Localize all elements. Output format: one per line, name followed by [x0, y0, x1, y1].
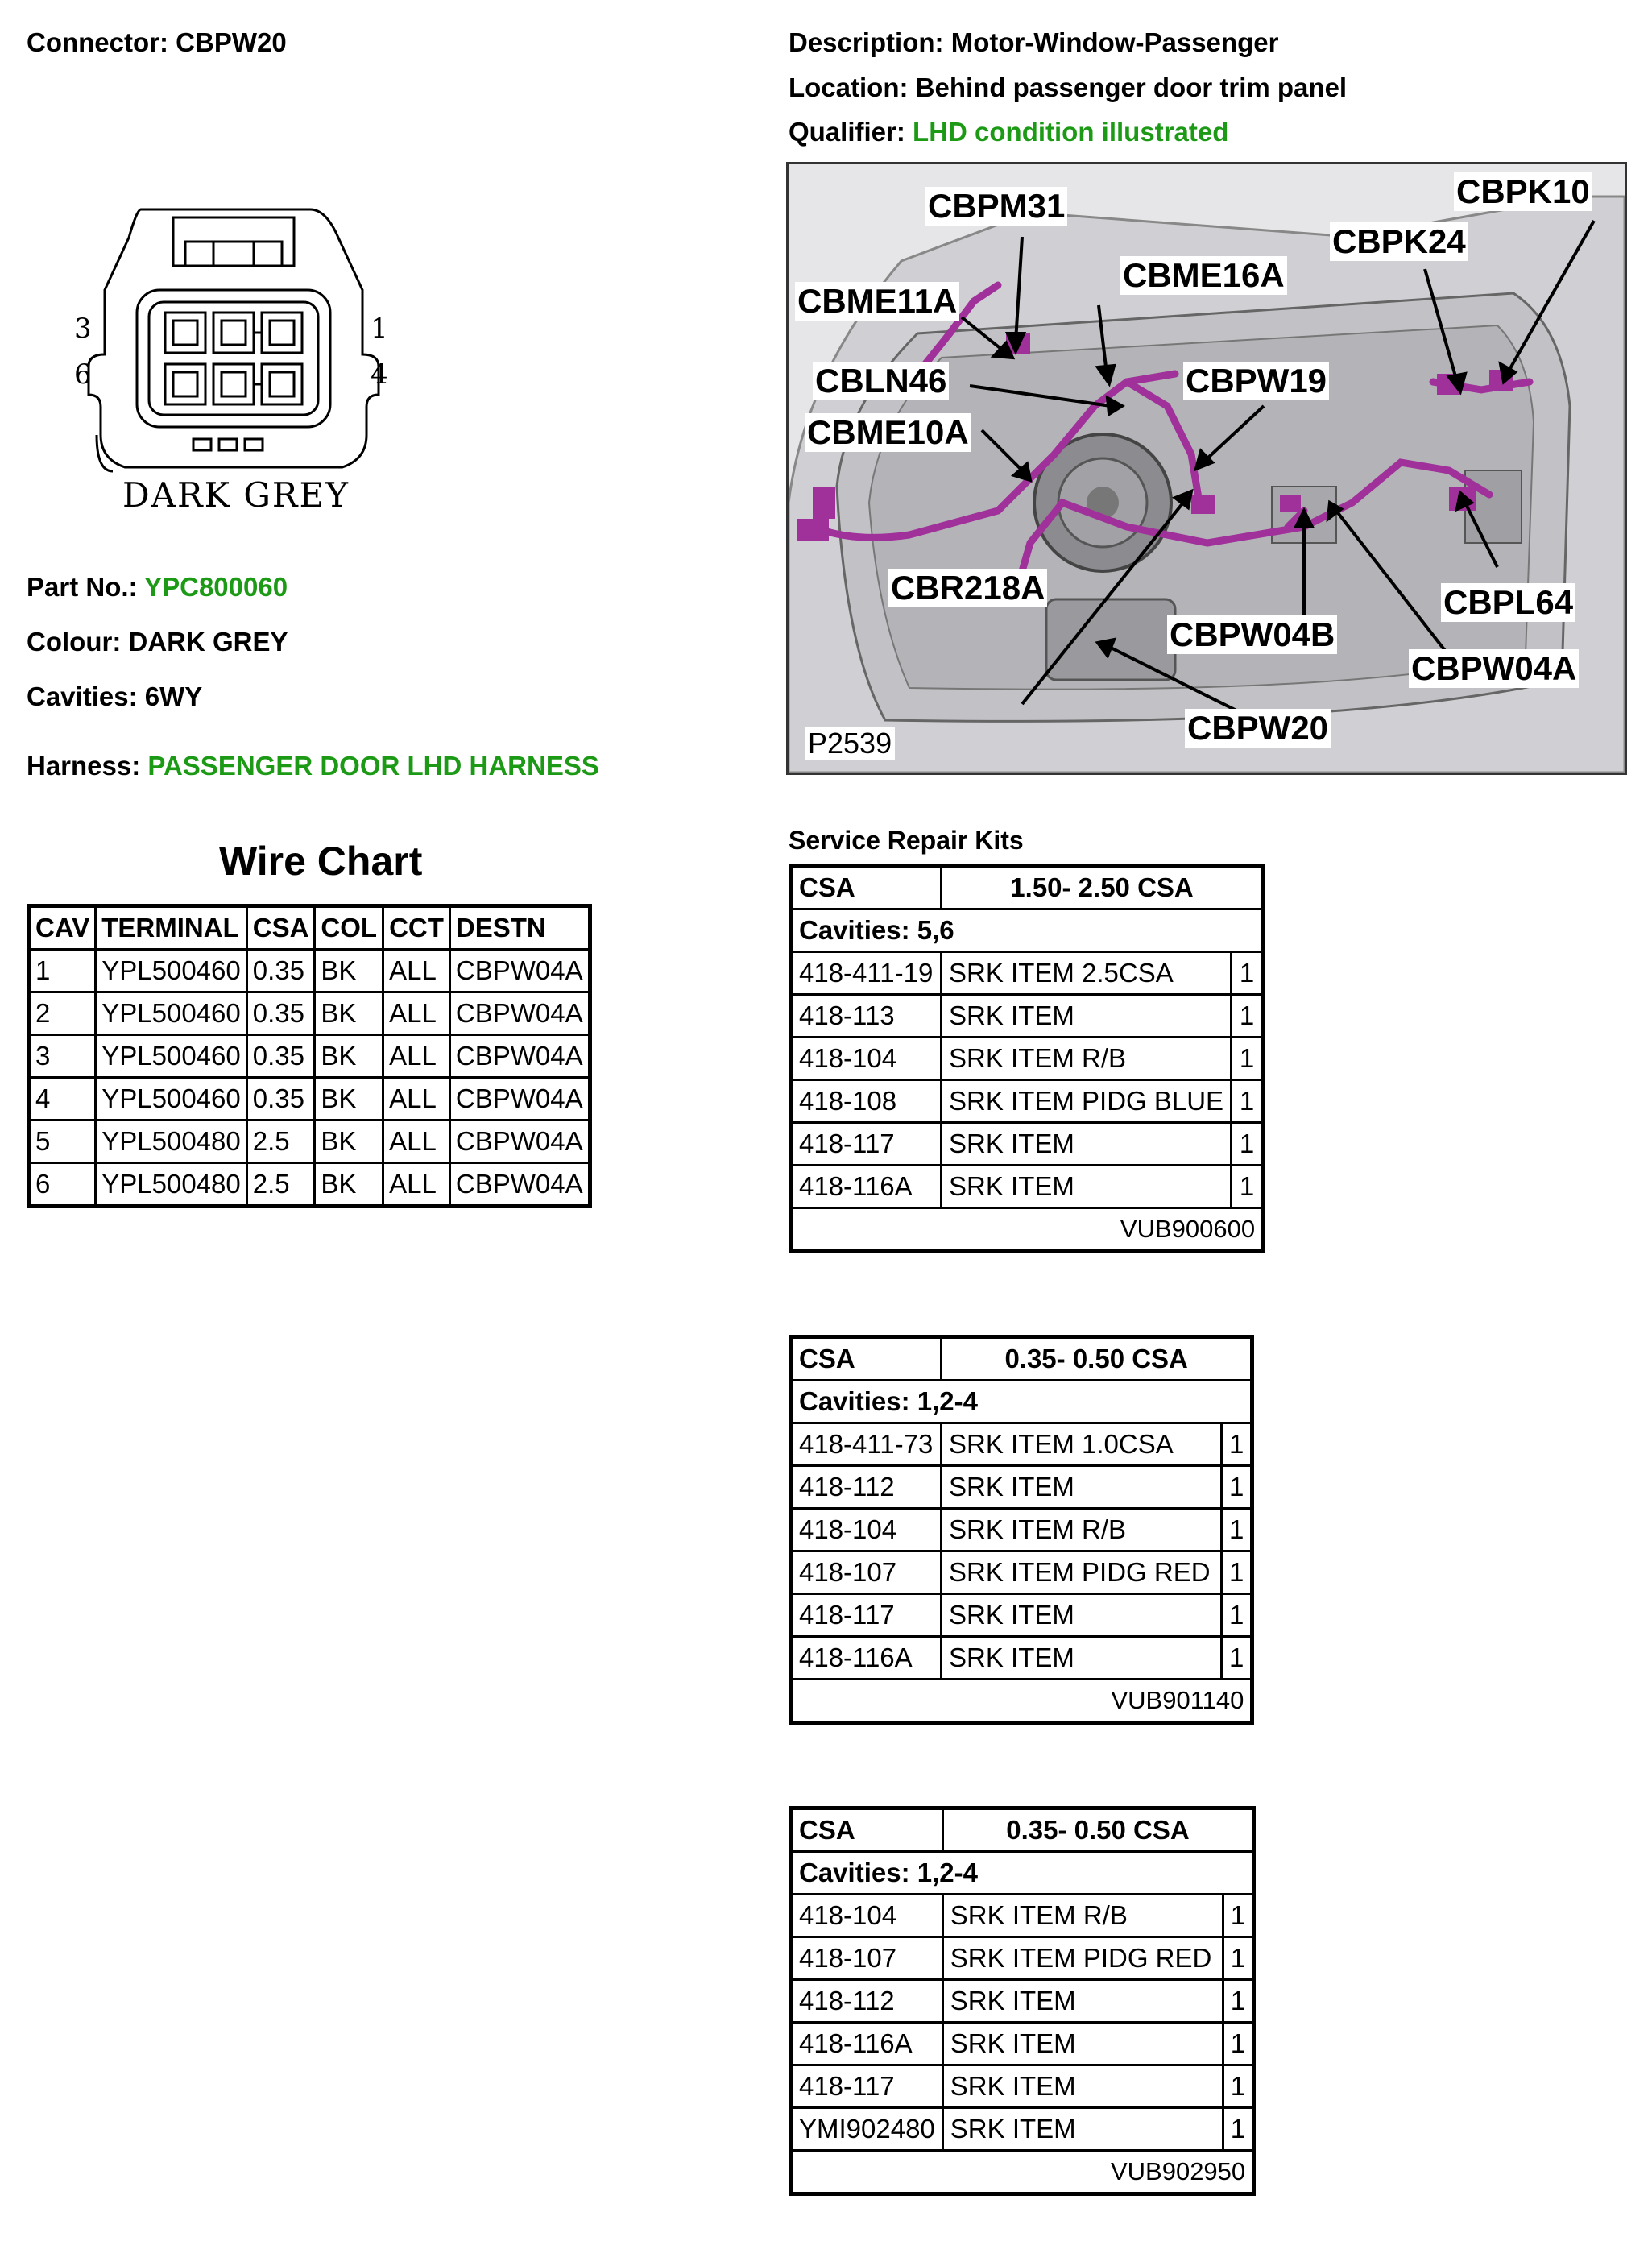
- table-cell: 0.35: [246, 1078, 315, 1120]
- kit-item-part: 418-113: [791, 995, 942, 1038]
- wire-chart-table: [27, 904, 592, 1208]
- callout-cbpm31: CBPM31: [925, 187, 1067, 226]
- table-cell: ALL: [383, 1078, 450, 1120]
- kit-csa-range: 0.35- 0.50 CSA: [942, 1337, 1252, 1381]
- location-value: Behind passenger door trim panel: [915, 72, 1348, 102]
- kit-item-part: 418-116A: [791, 1166, 942, 1208]
- harness-line: [27, 751, 599, 781]
- table-row: [791, 2108, 1254, 2151]
- kit-item-qty: 1: [1232, 952, 1264, 995]
- service-kit-table: [789, 1806, 1256, 2196]
- service-kits-title: Service Repair Kits: [789, 826, 1024, 855]
- table-row: [791, 1080, 1264, 1123]
- table-cell: BK: [315, 992, 383, 1035]
- kit-item-qty: 1: [1222, 1551, 1252, 1594]
- kit-item-qty: 1: [1232, 1080, 1264, 1123]
- kit-item-description: SRK ITEM: [942, 2108, 1223, 2151]
- table-cell: ALL: [383, 1163, 450, 1207]
- table-row: [791, 1637, 1252, 1680]
- kit-item-description: SRK ITEM: [942, 1166, 1232, 1208]
- callout-cbr218a: CBR218A: [888, 569, 1047, 607]
- table-cell: CBPW04A: [449, 992, 590, 1035]
- kit-item-part: 418-104: [791, 1038, 942, 1080]
- table-cell: 5: [29, 1120, 96, 1163]
- table-row: [29, 1120, 590, 1163]
- kit-cavities: Cavities: 1,2-4: [791, 1852, 1254, 1895]
- kit-item-description: SRK ITEM: [942, 995, 1232, 1038]
- table-cell: ALL: [383, 1035, 450, 1078]
- qualifier-value: LHD condition illustrated: [913, 117, 1229, 147]
- kit-csa-label: CSA: [791, 1337, 942, 1381]
- callout-cbpw04a: CBPW04A: [1409, 649, 1579, 688]
- kit-item-description: SRK ITEM: [942, 1637, 1222, 1680]
- kit-cavities-row: [791, 909, 1264, 952]
- kit-csa-range: 0.35- 0.50 CSA: [942, 1808, 1253, 1852]
- kit-cavities-row: [791, 1381, 1252, 1423]
- kit-item-part: 418-104: [791, 1509, 942, 1551]
- table-row: [791, 1423, 1252, 1466]
- kit-item-description: SRK ITEM PIDG RED: [942, 1937, 1223, 1980]
- table-cell: BK: [315, 1163, 383, 1207]
- table-cell: 2.5: [246, 1163, 315, 1207]
- kit-item-description: SRK ITEM: [942, 1594, 1222, 1637]
- description-value: Motor-Window-Passenger: [950, 27, 1279, 57]
- kit-item-description: SRK ITEM R/B: [942, 1509, 1222, 1551]
- harness-value: PASSENGER DOOR LHD HARNESS: [147, 751, 599, 781]
- table-cell: ALL: [383, 950, 450, 992]
- kit-item-qty: 1: [1223, 2023, 1253, 2065]
- kit-item-description: SRK ITEM: [942, 2065, 1223, 2108]
- colour-value: DARK GREY: [128, 627, 288, 657]
- kit-item-description: SRK ITEM: [942, 1466, 1222, 1509]
- kit-item-qty: 1: [1223, 2065, 1253, 2108]
- col-csa: CSA: [246, 906, 315, 950]
- kit-cavities-row: [791, 1852, 1254, 1895]
- harness-label: Harness:: [27, 751, 141, 781]
- table-cell: BK: [315, 1120, 383, 1163]
- callout-cbpl64: CBPL64: [1441, 583, 1575, 622]
- service-kit-table: [789, 1335, 1254, 1725]
- kit-item-qty: 1: [1223, 1980, 1253, 2023]
- kit-item-qty: 1: [1232, 1038, 1264, 1080]
- kit-item-part: 418-107: [791, 1551, 942, 1594]
- part-number-value: YPC800060: [144, 572, 288, 602]
- table-cell: 2.5: [246, 1120, 315, 1163]
- kit-item-part: 418-112: [791, 1980, 943, 2023]
- col-terminal: TERMINAL: [96, 906, 247, 950]
- kit-number-row: [791, 1680, 1252, 1723]
- cavities-value: 6WY: [144, 681, 203, 711]
- table-cell: YPL500480: [96, 1120, 247, 1163]
- qualifier-label: Qualifier:: [789, 117, 905, 147]
- col-cct: CCT: [383, 906, 450, 950]
- table-row: [791, 1937, 1254, 1980]
- cavities-line: [27, 681, 202, 712]
- kit-item-part: 418-112: [791, 1466, 942, 1509]
- location-line: [789, 72, 1347, 103]
- image-code: P2539: [805, 727, 895, 760]
- table-row: [791, 1123, 1264, 1166]
- table-row: [791, 1466, 1252, 1509]
- callout-cbpk10: CBPK10: [1454, 172, 1592, 211]
- kit-item-qty: 1: [1222, 1423, 1252, 1466]
- callout-cbme11a: CBME11A: [795, 282, 959, 321]
- table-row: [791, 952, 1264, 995]
- kit-header-row: [791, 1808, 1254, 1852]
- kit-item-part: YMI902480: [791, 2108, 943, 2151]
- table-row: [29, 1163, 590, 1207]
- kit-item-part: 418-104: [791, 1895, 943, 1937]
- kit-item-description: SRK ITEM R/B: [942, 1895, 1223, 1937]
- pin-6-label: 6: [74, 358, 92, 391]
- table-cell: CBPW04A: [449, 1120, 590, 1163]
- table-cell: ALL: [383, 1120, 450, 1163]
- table-row: [29, 1035, 590, 1078]
- kit-number: VUB901140: [791, 1680, 1252, 1723]
- callout-cbpw19: CBPW19: [1183, 362, 1329, 400]
- kit-csa-label: CSA: [791, 1808, 943, 1852]
- callout-cblN46: CBLN46: [813, 362, 949, 400]
- kit-item-part: 418-116A: [791, 2023, 943, 2065]
- colour-line: [27, 627, 288, 657]
- pin-1-label: 1: [371, 313, 388, 345]
- table-cell: YPL500460: [96, 1035, 247, 1078]
- table-row: [791, 1551, 1252, 1594]
- col-destn: DESTN: [449, 906, 590, 950]
- kit-item-qty: 1: [1223, 1937, 1253, 1980]
- table-cell: CBPW04A: [449, 1163, 590, 1207]
- table-cell: YPL500460: [96, 992, 247, 1035]
- connector-label: Connector:: [27, 27, 168, 57]
- table-cell: CBPW04A: [449, 1078, 590, 1120]
- kit-header-row: [791, 1337, 1252, 1381]
- callout-cbme10a: CBME10A: [805, 413, 971, 452]
- callout-cbpw04b: CBPW04B: [1167, 615, 1337, 654]
- kit-item-description: SRK ITEM: [942, 1980, 1223, 2023]
- table-cell: 2: [29, 992, 96, 1035]
- table-cell: ALL: [383, 992, 450, 1035]
- table-cell: BK: [315, 1078, 383, 1120]
- table-row: [791, 1594, 1252, 1637]
- kit-number: VUB900600: [791, 1208, 1264, 1252]
- kit-item-description: SRK ITEM 1.0CSA: [942, 1423, 1222, 1466]
- table-row: [791, 1895, 1254, 1937]
- table-cell: BK: [315, 950, 383, 992]
- table-row: [791, 2023, 1254, 2065]
- connector-heading: [27, 27, 287, 58]
- part-number-line: [27, 572, 288, 603]
- table-row: [791, 995, 1264, 1038]
- pin-4-label: 4: [371, 358, 388, 391]
- connector-face-diagram: [64, 193, 403, 532]
- description-line: [789, 27, 1278, 58]
- kit-csa-range: 1.50- 2.50 CSA: [942, 866, 1264, 909]
- service-kit-table: [789, 864, 1265, 1253]
- pin-3-label: 3: [74, 313, 92, 345]
- kit-item-qty: 1: [1222, 1594, 1252, 1637]
- description-label: Description:: [789, 27, 944, 57]
- col-col: COL: [315, 906, 383, 950]
- kit-item-description: SRK ITEM PIDG BLUE: [942, 1080, 1232, 1123]
- connector-value: CBPW20: [176, 27, 287, 57]
- col-cav: CAV: [29, 906, 96, 950]
- connector-colour-caption: DARK GREY: [122, 475, 350, 515]
- location-label: Location:: [789, 72, 909, 102]
- table-row: [29, 1078, 590, 1120]
- part-number-label: Part No.:: [27, 572, 138, 602]
- table-cell: YPL500460: [96, 950, 247, 992]
- kit-item-description: SRK ITEM R/B: [942, 1038, 1232, 1080]
- wire-chart-title: Wire Chart: [219, 839, 423, 884]
- kit-item-qty: 1: [1222, 1509, 1252, 1551]
- kit-cavities: Cavities: 5,6: [791, 909, 1264, 952]
- table-row: [791, 2065, 1254, 2108]
- kit-item-qty: 1: [1232, 995, 1264, 1038]
- door-location-image: [786, 162, 1627, 775]
- kit-item-qty: 1: [1232, 1166, 1264, 1208]
- table-cell: YPL500460: [96, 1078, 247, 1120]
- kit-item-qty: 1: [1222, 1637, 1252, 1680]
- kit-item-qty: 1: [1223, 1895, 1253, 1937]
- callout-cbme16a: CBME16A: [1120, 256, 1287, 295]
- table-cell: 0.35: [246, 950, 315, 992]
- table-row: [791, 1038, 1264, 1080]
- table-row: [791, 1980, 1254, 2023]
- wire-chart-header-row: [29, 906, 590, 950]
- kit-header-row: [791, 866, 1264, 909]
- kit-item-qty: 1: [1232, 1123, 1264, 1166]
- colour-label: Colour:: [27, 627, 122, 657]
- cavities-label: Cavities:: [27, 681, 138, 711]
- table-cell: 4: [29, 1078, 96, 1120]
- kit-item-description: SRK ITEM 2.5CSA: [942, 952, 1232, 995]
- kit-item-part: 418-411-73: [791, 1423, 942, 1466]
- kit-item-part: 418-108: [791, 1080, 942, 1123]
- kit-number-row: [791, 2151, 1254, 2194]
- kit-item-part: 418-411-19: [791, 952, 942, 995]
- table-row: [791, 1166, 1264, 1208]
- qualifier-line: [789, 117, 1228, 147]
- kit-item-part: 418-107: [791, 1937, 943, 1980]
- kit-item-qty: 1: [1223, 2108, 1253, 2151]
- kit-item-description: SRK ITEM PIDG RED: [942, 1551, 1222, 1594]
- table-cell: 3: [29, 1035, 96, 1078]
- callout-cbpk24: CBPK24: [1330, 222, 1468, 261]
- kit-item-description: SRK ITEM: [942, 1123, 1232, 1166]
- table-cell: 6: [29, 1163, 96, 1207]
- table-cell: CBPW04A: [449, 950, 590, 992]
- kit-csa-label: CSA: [791, 866, 942, 909]
- kit-item-part: 418-117: [791, 1123, 942, 1166]
- callout-cbpw20: CBPW20: [1185, 709, 1331, 748]
- table-cell: 0.35: [246, 992, 315, 1035]
- kit-item-qty: 1: [1222, 1466, 1252, 1509]
- kit-number: VUB902950: [791, 2151, 1254, 2194]
- table-cell: CBPW04A: [449, 1035, 590, 1078]
- table-cell: YPL500480: [96, 1163, 247, 1207]
- table-cell: 0.35: [246, 1035, 315, 1078]
- kit-number-row: [791, 1208, 1264, 1252]
- kit-item-part: 418-117: [791, 2065, 943, 2108]
- table-row: [29, 992, 590, 1035]
- table-row: [29, 950, 590, 992]
- table-row: [791, 1509, 1252, 1551]
- table-cell: 1: [29, 950, 96, 992]
- kit-item-description: SRK ITEM: [942, 2023, 1223, 2065]
- kit-item-part: 418-117: [791, 1594, 942, 1637]
- kit-item-part: 418-116A: [791, 1637, 942, 1680]
- table-cell: BK: [315, 1035, 383, 1078]
- kit-cavities: Cavities: 1,2-4: [791, 1381, 1252, 1423]
